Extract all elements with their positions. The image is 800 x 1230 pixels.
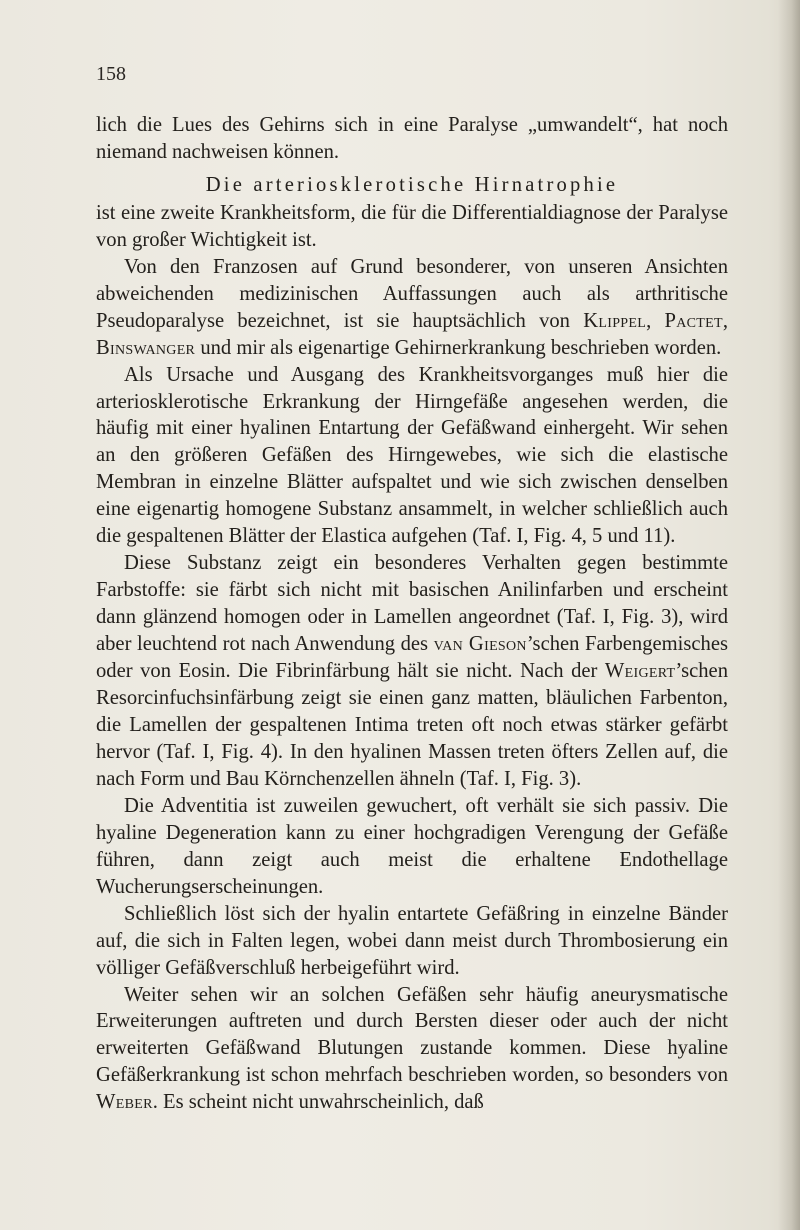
author-name: Klippel <box>583 309 647 332</box>
text-run: Von den Franzosen auf Grund besonderer, von unseren Ansichten abweichenden medizinischen Auffassungen auch als arthritische Pseudoparalyse bezeichnet, ist sie hauptsächlich von <box>96 255 728 332</box>
page-edge-shadow <box>778 0 800 1230</box>
paragraph: Als Ursache und Ausgang des Krankheitsvorganges muß hier die arteriosklerotische Erkrankung der Hirngefäße angesehen werden, die häufig mit einer hyalinen Entartung der Gefäßwand einhergeht. Wir sehen an den größeren Gefäßen des Hirngewebes, wie sich die elastische Membran in einzelne Blätter aufspaltet und wie sich zwischen denselben eine eigenartig homogene Substanz ansammelt, in welcher schließlich auch die gespaltenen Blätter der Elastica aufgehen (Taf. I, Fig. 4, 5 und 11). <box>96 363 728 548</box>
paragraph: Schließlich löst sich der hyalin entartete Gefäßring in einzelne Bänder auf, die sich in Falten legen, wobei dann meist durch Thrombosierung ein völliger Gefäßverschluß herbeigeführt wird. <box>96 902 728 979</box>
author-name: van Gieson <box>433 633 527 656</box>
paragraph <box>96 550 728 793</box>
text-run: , <box>646 309 665 332</box>
author-name: Pactet <box>664 309 723 332</box>
paragraph: Die Adventitia ist zuweilen gewuchert, oft verhält sie sich passiv. Die hyaline Degeneration kann zu einer hochgradigen Verengung der Gefäße führen, dann zeigt auch meist die erhaltene Endothellage Wucherungserscheinungen. <box>96 794 728 898</box>
text-run: . Es scheint nicht unwahrscheinlich, daß <box>152 1091 484 1114</box>
author-name: Weber <box>96 1091 153 1114</box>
paragraph: ist eine zweite Krankheitsform, die für die Differentialdiagnose der Paralyse von großer Wichtigkeit ist. <box>96 201 728 251</box>
text-run: und mir als eigenartige Gehirnerkrankung beschrieben worden. <box>195 336 722 359</box>
text-run: ’schen Farbengemisches oder von Eosin. Die Fibrinfärbung hält sie nicht. Nach der <box>96 633 728 683</box>
author-name: Binswanger <box>96 336 196 359</box>
body-text <box>96 112 728 1116</box>
paragraph <box>96 982 728 1117</box>
text-run: Diese Substanz zeigt ein besonderes Verhalten gegen bestimmte Farbstoffe: sie färbt sich nicht mit basischen Anilinfarben und erscheint dann glänzend homogen oder in Lamellen angeordnet (Taf. I, Fig. 3), wird aber leuchtend rot nach Anwendung des <box>96 552 728 656</box>
text-run: , <box>722 309 729 332</box>
section-heading: Die arteriosklerotische Hirnatrophie <box>205 173 619 196</box>
text-run: Weiter sehen wir an solchen Gefäßen sehr häufig aneurysmatische Erweiterungen auftreten und durch Bersten dieser oder auch der nicht erweiterten Gefäßwand Blutungen zustande kommen. Diese hyaline Gefäßerkrankung ist schon mehrfach beschrieben worden, so besonders von <box>96 983 728 1087</box>
page-number: 158 <box>96 63 126 85</box>
text-run: ’schen Resorcinfuchsinfärbung zeigt sie einen ganz matten, bläulichen Farbenton, die Lamellen der gespaltenen Intima treten oft noch etwas stärker gefärbt hervor (Taf. I, Fig. 4). In den hyalinen Massen treten öfters Zellen auf, die nach Form und Bau Körnchenzellen ähneln (Taf. I, Fig. 3). <box>96 660 728 790</box>
author-name: Weigert <box>604 660 676 683</box>
paragraph <box>96 254 728 362</box>
paragraph: lich die Lues des Gehirns sich in eine Paralyse „umwandelt“, hat noch niemand nachweisen können. <box>96 114 728 163</box>
